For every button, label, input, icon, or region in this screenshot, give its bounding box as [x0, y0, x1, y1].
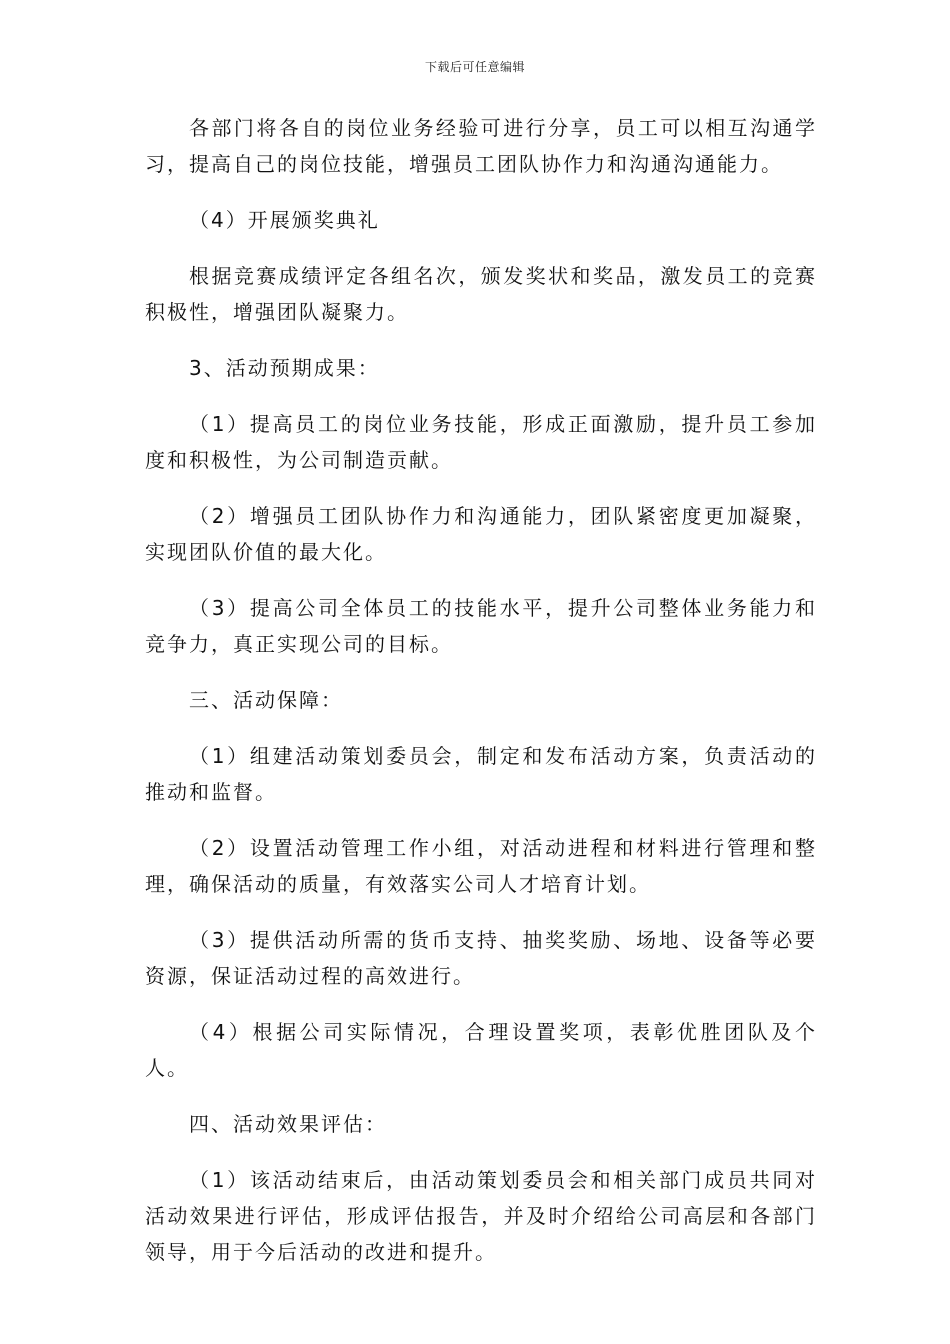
heading-award-ceremony: （4）开展颁奖典礼: [189, 208, 380, 232]
paragraph-guarantee-3: （3）提供活动所需的货币支持、抽奖奖励、场地、设备等必要资源，保证活动过程的高效进行。: [145, 928, 817, 988]
paragraph-guarantee-4: （4）根据公司实际情况，合理设置奖项，表彰优胜团队及个人。: [145, 1020, 817, 1080]
download-editable-note: 下载后可任意编辑: [424, 60, 525, 74]
paragraph-result-2: （2）增强员工团队协作力和沟通能力，团队紧密度更加凝聚，实现团队价值的最大化。: [145, 504, 817, 564]
paragraph-guarantee-1: （1）组建活动策划委员会，制定和发布活动方案，负责活动的推动和监督。: [145, 744, 817, 804]
paragraph-result-1: （1）提高员工的岗位业务技能，形成正面激励，提升员工参加度和积极性，为公司制造贡献。: [145, 412, 817, 472]
paragraph-result-3: （3）提高公司全体员工的技能水平，提升公司整体业务能力和竞争力，真正实现公司的目标。: [145, 596, 817, 656]
heading-expected-results: 3、活动预期成果：: [189, 356, 380, 380]
paragraph-guarantee-2: （2）设置活动管理工作小组，对活动进程和材料进行管理和整理，确保活动的质量，有效落实公司人才培育计划。: [145, 836, 817, 896]
paragraph-award-ceremony: 根据竞赛成绩评定各组名次，颁发奖状和奖品，激发员工的竞赛积极性，增强团队凝聚力。: [145, 264, 817, 324]
heading-effect-evaluation: 四、活动效果评估：: [189, 1112, 387, 1136]
heading-activity-guarantee: 三、活动保障：: [189, 688, 343, 712]
document-body: [145, 110, 817, 1290]
paragraph-evaluation-1: （1）该活动结束后，由活动策划委员会和相关部门成员共同对活动效果进行评估，形成评估报告，并及时介绍给公司高层和各部门领导，用于今后活动的改进和提升。: [145, 1168, 817, 1264]
paragraph-experience-sharing: 各部门将各自的岗位业务经验可进行分享，员工可以相互沟通学习，提高自己的岗位技能，增强员工团队协作力和沟通沟通能力。: [145, 116, 817, 176]
